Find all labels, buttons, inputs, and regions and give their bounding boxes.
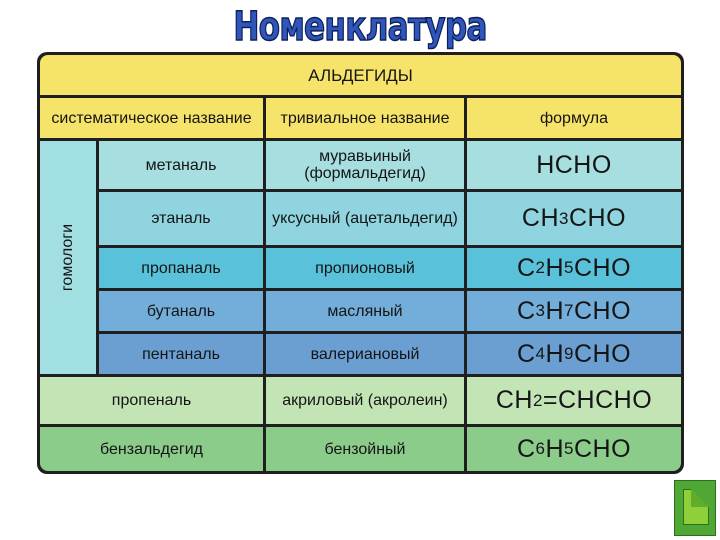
formula: C 6 H 5 CHO <box>467 427 681 471</box>
trivial-name: акриловый (акролеин) <box>266 377 464 424</box>
systematic-name: пентаналь <box>99 334 263 374</box>
trivial-name: масляный <box>266 291 464 331</box>
systematic-name: пропеналь <box>40 377 263 424</box>
header-formula: формула <box>467 98 681 138</box>
homologs-side-label <box>40 141 96 374</box>
systematic-name: бензальдегид <box>40 427 263 471</box>
systematic-name: метаналь <box>99 141 263 189</box>
formula: CH 3 CHO <box>467 192 681 245</box>
page-title: Номенклатура <box>233 4 487 50</box>
formula: HCHO <box>467 141 681 189</box>
trivial-name: уксусный (ацетальдегид) <box>266 192 464 245</box>
side-label-text: гомологи <box>59 223 77 292</box>
aldehydes-table <box>37 52 684 474</box>
trivial-name: пропионовый <box>266 248 464 288</box>
formula: C 4 H 9 CHO <box>467 334 681 374</box>
table-caption: АЛЬДЕГИДЫ <box>40 55 681 95</box>
formula: C 2 H 5 CHO <box>467 248 681 288</box>
header-trivial: тривиальное название <box>266 98 464 138</box>
trivial-name: валериановый <box>266 334 464 374</box>
systematic-name: пропаналь <box>99 248 263 288</box>
systematic-name: этаналь <box>99 192 263 245</box>
note-page-icon[interactable] <box>674 480 716 536</box>
trivial-name: бензойный <box>266 427 464 471</box>
header-systematic: систематическое название <box>40 98 263 138</box>
trivial-name: муравьиный (формальдегид) <box>266 141 464 189</box>
formula: CH 2 =CHCHO <box>467 377 681 424</box>
systematic-name: бутаналь <box>99 291 263 331</box>
formula: C 3 H 7 CHO <box>467 291 681 331</box>
